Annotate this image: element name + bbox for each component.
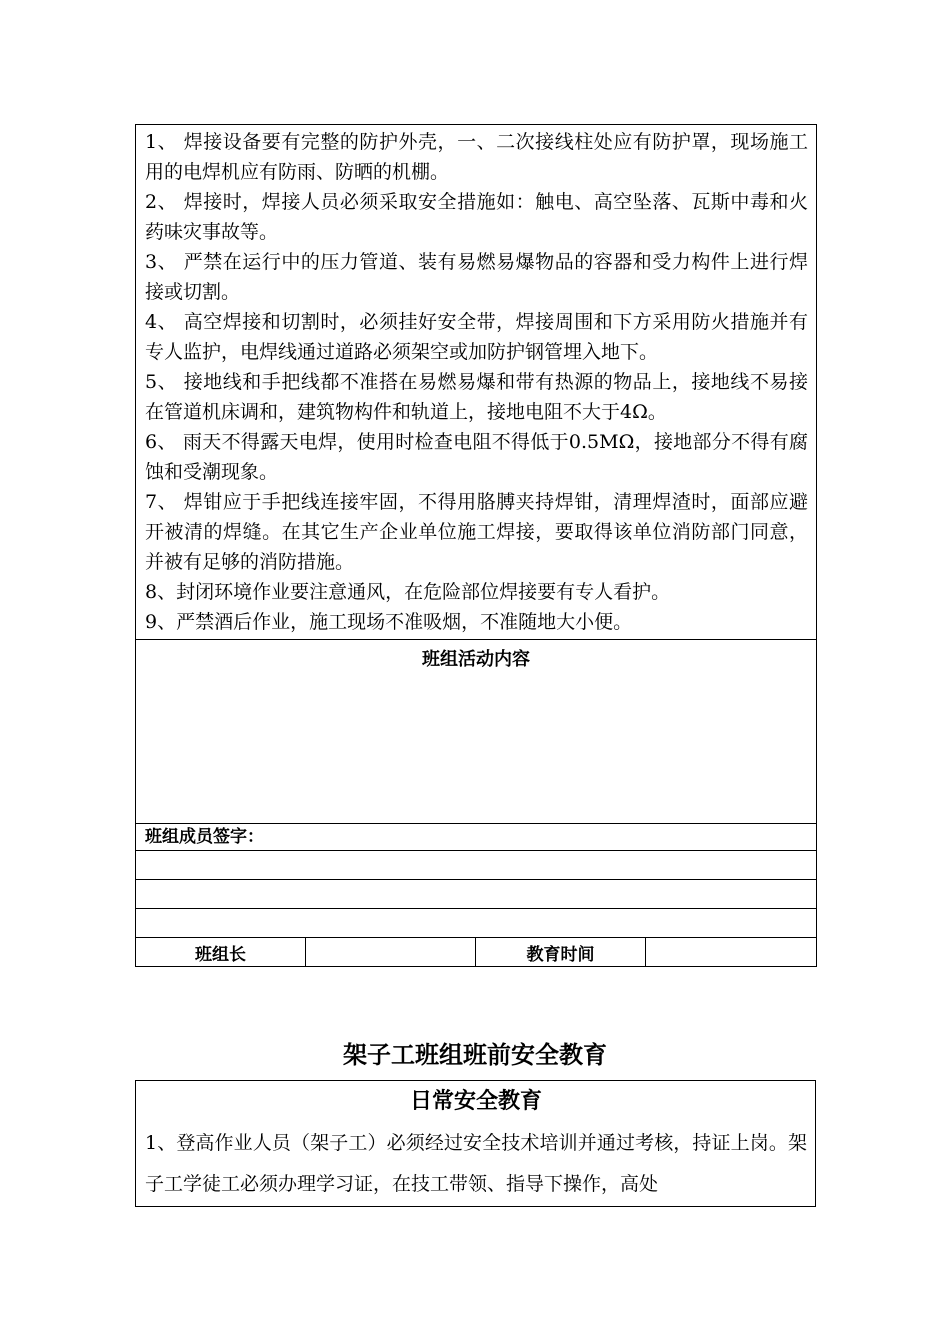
signature-label-row (136, 824, 817, 851)
education-time-field[interactable] (646, 938, 817, 967)
education-time-label: 教育时间 (476, 938, 646, 967)
signature-row-2 (136, 880, 817, 909)
signature-field-2[interactable] (136, 880, 817, 909)
daily-text: 1、登高作业人员（架子工）必须经过安全技术培训并通过考核，持证上岗。架子工学徒工必须办理学习证，在技工带领、指导下操作，高处 (145, 1132, 807, 1195)
rule-item-8: 8、封闭环境作业要注意通风，在危险部位焊接要有专人看护。 (145, 581, 671, 603)
team-leader-field[interactable] (306, 938, 476, 967)
signature-label: 班组成员签字： (136, 824, 817, 851)
rule-item-6: 6、 雨天不得露天电焊，使用时检查电阻不得低于0.5MΩ，接地部分不得有腐蚀和受潮现象。 (145, 431, 809, 483)
activity-cell[interactable] (136, 640, 817, 824)
rule-item-7: 7、 焊钳应于手把线连接牢固，不得用胳膊夹持焊钳，清理焊渣时，面部应避开被清的焊缝。在其它生产企业单位施工焊接，要取得该单位消防部门同意，并被有足够的消防措施。 (145, 491, 809, 573)
daily-title: 日常安全教育 (409, 1089, 542, 1114)
rule-item-4: 4、 高空焊接和切割时，必须挂好安全带，焊接周围和下方采用防火措施并有专人监护，电焊线通过道路必须架空或加防护钢管埋入地下。 (145, 311, 809, 363)
signature-row-1 (136, 851, 817, 880)
activity-row (136, 640, 817, 824)
rules-row (136, 125, 817, 640)
welding-safety-table (135, 124, 817, 967)
rule-item-2: 2、 焊接时，焊接人员必须采取安全措施如：触电、高空坠落、瓦斯中毒和火药味灾事故等。 (145, 191, 809, 243)
rule-item-3: 3、 严禁在运行中的压力管道、装有易燃易爆物品的容器和受力构件上进行焊接或切割。 (145, 251, 809, 303)
signature-field-3[interactable] (136, 909, 817, 938)
daily-safety-table (135, 1080, 816, 1207)
rule-item-5: 5、 接地线和手把线都不准搭在易燃易爆和带有热源的物品上，接地线不易接在管道机床调和，建筑物构件和轨道上，接地电阻不大于4Ω。 (145, 371, 809, 423)
daily-cell (136, 1081, 816, 1207)
daily-row (136, 1081, 816, 1207)
signature-row-3 (136, 909, 817, 938)
activity-title: 班组活动内容 (422, 649, 530, 670)
team-leader-label: 班组长 (136, 938, 306, 967)
rule-item-9: 9、严禁酒后作业，施工现场不准吸烟，不准随地大小便。 (145, 611, 633, 633)
rules-cell (136, 125, 817, 640)
document-title: 架子工班组班前安全教育 (343, 1041, 607, 1069)
footer-row (136, 938, 817, 967)
signature-field-1[interactable] (136, 851, 817, 880)
rule-item-1: 1、 焊接设备要有完整的防护外壳，一、二次接线柱处应有防护罩，现场施工用的电焊机应有防雨、防晒的机棚。 (145, 131, 809, 183)
